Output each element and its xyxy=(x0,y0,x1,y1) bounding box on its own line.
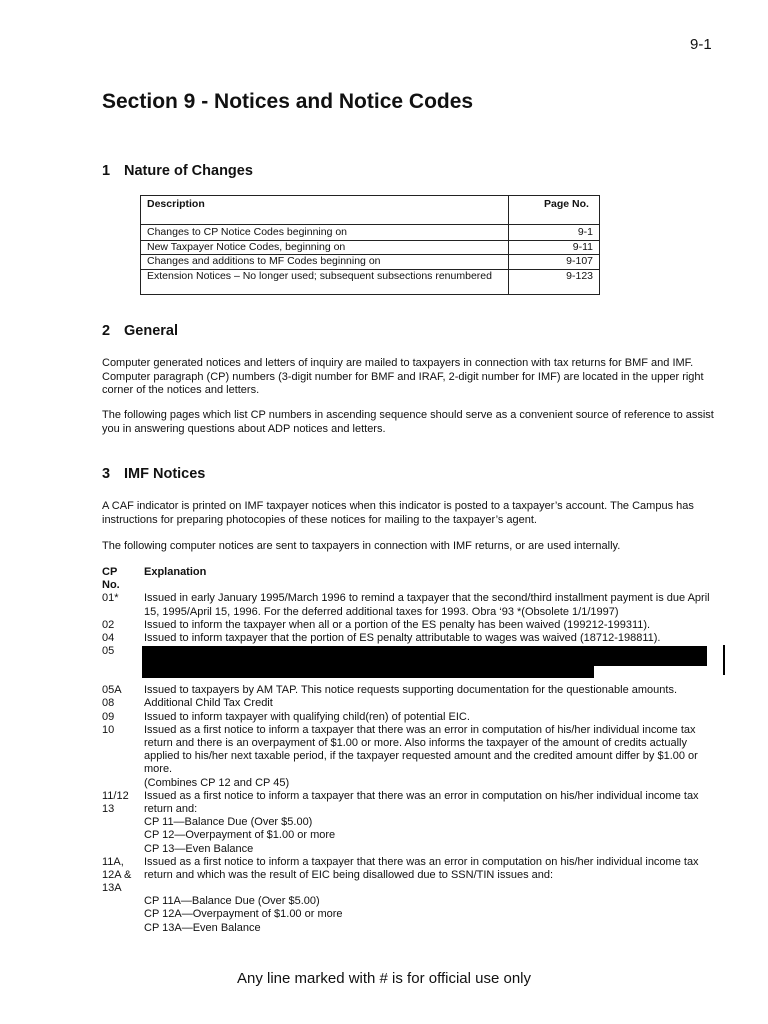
column-header-explanation: Explanation xyxy=(144,566,207,578)
notice-extra-note: (Combines CP 12 and CP 45) xyxy=(144,776,290,789)
notice-code: 01* xyxy=(102,592,119,605)
column-header-description: Description xyxy=(147,198,205,210)
table-cell-description: Changes and additions to MF Codes beginning on xyxy=(147,255,381,268)
notice-row xyxy=(102,790,722,856)
table-row xyxy=(141,270,599,284)
notice-row xyxy=(102,619,722,632)
table-cell-page: 9-107 xyxy=(566,255,593,268)
notice-sub-item: CP 11—Balance Due (Over $5.00) xyxy=(144,816,313,829)
notice-code: 11A, 12A & 13A xyxy=(102,855,132,895)
page-number: 9-1 xyxy=(690,36,712,53)
section-number: 1 xyxy=(102,163,111,179)
imf-paragraph-1: A CAF indicator is printed on IMF taxpayer notices when this indicator is posted to a taxpayer’s account. The Campus has instructions for preparing photocopies of these notices for mailing to the taxpayer’s agent. xyxy=(102,500,694,526)
notice-explanation: Additional Child Tax Credit xyxy=(144,697,273,710)
notice-code: 02 xyxy=(102,618,115,631)
notice-explanation-block xyxy=(144,856,722,935)
section-1-heading xyxy=(102,163,253,179)
notice-row xyxy=(102,697,722,710)
notice-row xyxy=(102,856,722,935)
header-divider xyxy=(141,224,599,225)
notice-row xyxy=(102,711,722,724)
table-cell-page: 9-123 xyxy=(566,270,593,283)
table-row xyxy=(141,255,599,270)
notice-sub-item: CP 11A—Balance Due (Over $5.00) xyxy=(144,895,320,908)
notice-explanation: Issued to inform the taxpayer when all or a portion of the ES penalty has been waived (199212-199311). xyxy=(144,618,651,631)
notice-explanation: Issued to inform taxpayer that the portion of ES penalty attributable to wages was waived (18712-198811). xyxy=(144,632,661,645)
imf-paragraph-2: The following computer notices are sent to taxpayers in connection with IMF returns, or are used internally. xyxy=(102,540,621,552)
notice-explanation: Issued as a first notice to inform a taxpayer that there was an error in computation of his/her individual income tax return and there is an overpayment of $1.00 or more. Also informs the taxpayer of the amount of credits actually applied to his/her next taxable period, if the taxpayer requested amount and the credited amount differ by $1.00 or more. xyxy=(144,723,698,776)
notice-explanation: Issued as a first notice to inform a taxpayer that there was an error in computation on his/her individual income tax return and which was the result of EIC being disallowed due to SSN/TIN issues and: xyxy=(144,855,699,882)
table-cell-description: Changes to CP Notice Codes beginning on xyxy=(147,226,348,238)
notice-code: 08 xyxy=(102,697,115,710)
general-paragraph-1: Computer generated notices and letters of inquiry are mailed to taxpayers in connection with tax returns for BMF and IMF. Computer paragraph (CP) numbers (3-digit number for BMF and IRAF, 2-digit number for IMF) are located in the upper right corner of the notices and letters. xyxy=(102,357,704,396)
notice-explanation-block xyxy=(144,790,722,856)
notice-sub-item: CP 13—Even Balance xyxy=(144,842,254,855)
section-number: 2 xyxy=(102,323,111,339)
notice-code: 11/12 13 xyxy=(102,789,129,816)
table-cell-page: 9-1 xyxy=(577,226,593,238)
changes-table xyxy=(140,195,600,295)
notice-code: 05A xyxy=(102,684,122,697)
section-title: General xyxy=(124,323,178,339)
notice-code: 10 xyxy=(102,723,115,736)
section-3-heading xyxy=(102,466,205,482)
notice-code: 09 xyxy=(102,710,115,723)
section-2-heading xyxy=(102,323,178,339)
general-paragraph-2: The following pages which list CP numbers in ascending sequence should serve as a convenient source of reference to assist you in answering questions about ADP notices and letters. xyxy=(102,409,714,435)
redaction-bar xyxy=(142,646,707,666)
section-title: Nature of Changes xyxy=(124,163,253,179)
notice-code: 05 xyxy=(102,645,115,658)
notice-row xyxy=(102,724,722,790)
section-number: 3 xyxy=(102,466,111,482)
table-row xyxy=(141,226,599,241)
notice-explanation: Issued as a first notice to inform a taxpayer that there was an error in computation on his/her individual income tax return and: xyxy=(144,789,699,816)
change-bar xyxy=(723,645,725,675)
spacer xyxy=(144,882,722,895)
section-title: IMF Notices xyxy=(124,466,206,482)
column-header-page: Page No. xyxy=(544,198,589,210)
notice-list xyxy=(102,566,722,935)
table-cell-description: New Taxpayer Notice Codes, beginning on xyxy=(147,240,346,253)
footer-note: Any line marked with # is for official use only xyxy=(236,970,532,987)
notice-explanation: Issued in early January 1995/March 1996 to remind a taxpayer that the second/third installment payment is due April 15, 1995/April 15, 1996. For the deferred additional taxes for 1993. Obra ‘93 *(Obsolete 1/1/1997) xyxy=(144,592,710,618)
table-row xyxy=(141,241,599,256)
redaction-bar xyxy=(142,664,594,678)
notice-list-header xyxy=(102,566,722,592)
notice-explanation-block xyxy=(144,724,722,790)
page-title: Section 9 - Notices and Notice Codes xyxy=(102,90,474,113)
column-header-cp: CP No. xyxy=(102,566,120,592)
notice-code: 04 xyxy=(102,632,115,645)
notice-explanation: Issued to taxpayers by AM TAP. This notice requests supporting documentation for the questionable amounts. xyxy=(144,684,678,697)
notice-row xyxy=(102,684,722,697)
notice-sub-item: CP 13A—Even Balance xyxy=(144,921,261,934)
notice-sub-item: CP 12—Overpayment of $1.00 or more xyxy=(144,829,336,842)
notice-row xyxy=(102,632,722,645)
table-body xyxy=(141,226,599,284)
notice-sub-item: CP 12A—Overpayment of $1.00 or more xyxy=(144,908,343,921)
table-cell-page: 9-11 xyxy=(572,240,593,253)
table-cell-description: Extension Notices – No longer used; subsequent subsections renumbered xyxy=(147,270,492,283)
notice-row xyxy=(102,592,722,618)
notice-explanation: Issued to inform taxpayer with qualifying child(ren) of potential EIC. xyxy=(144,710,470,723)
